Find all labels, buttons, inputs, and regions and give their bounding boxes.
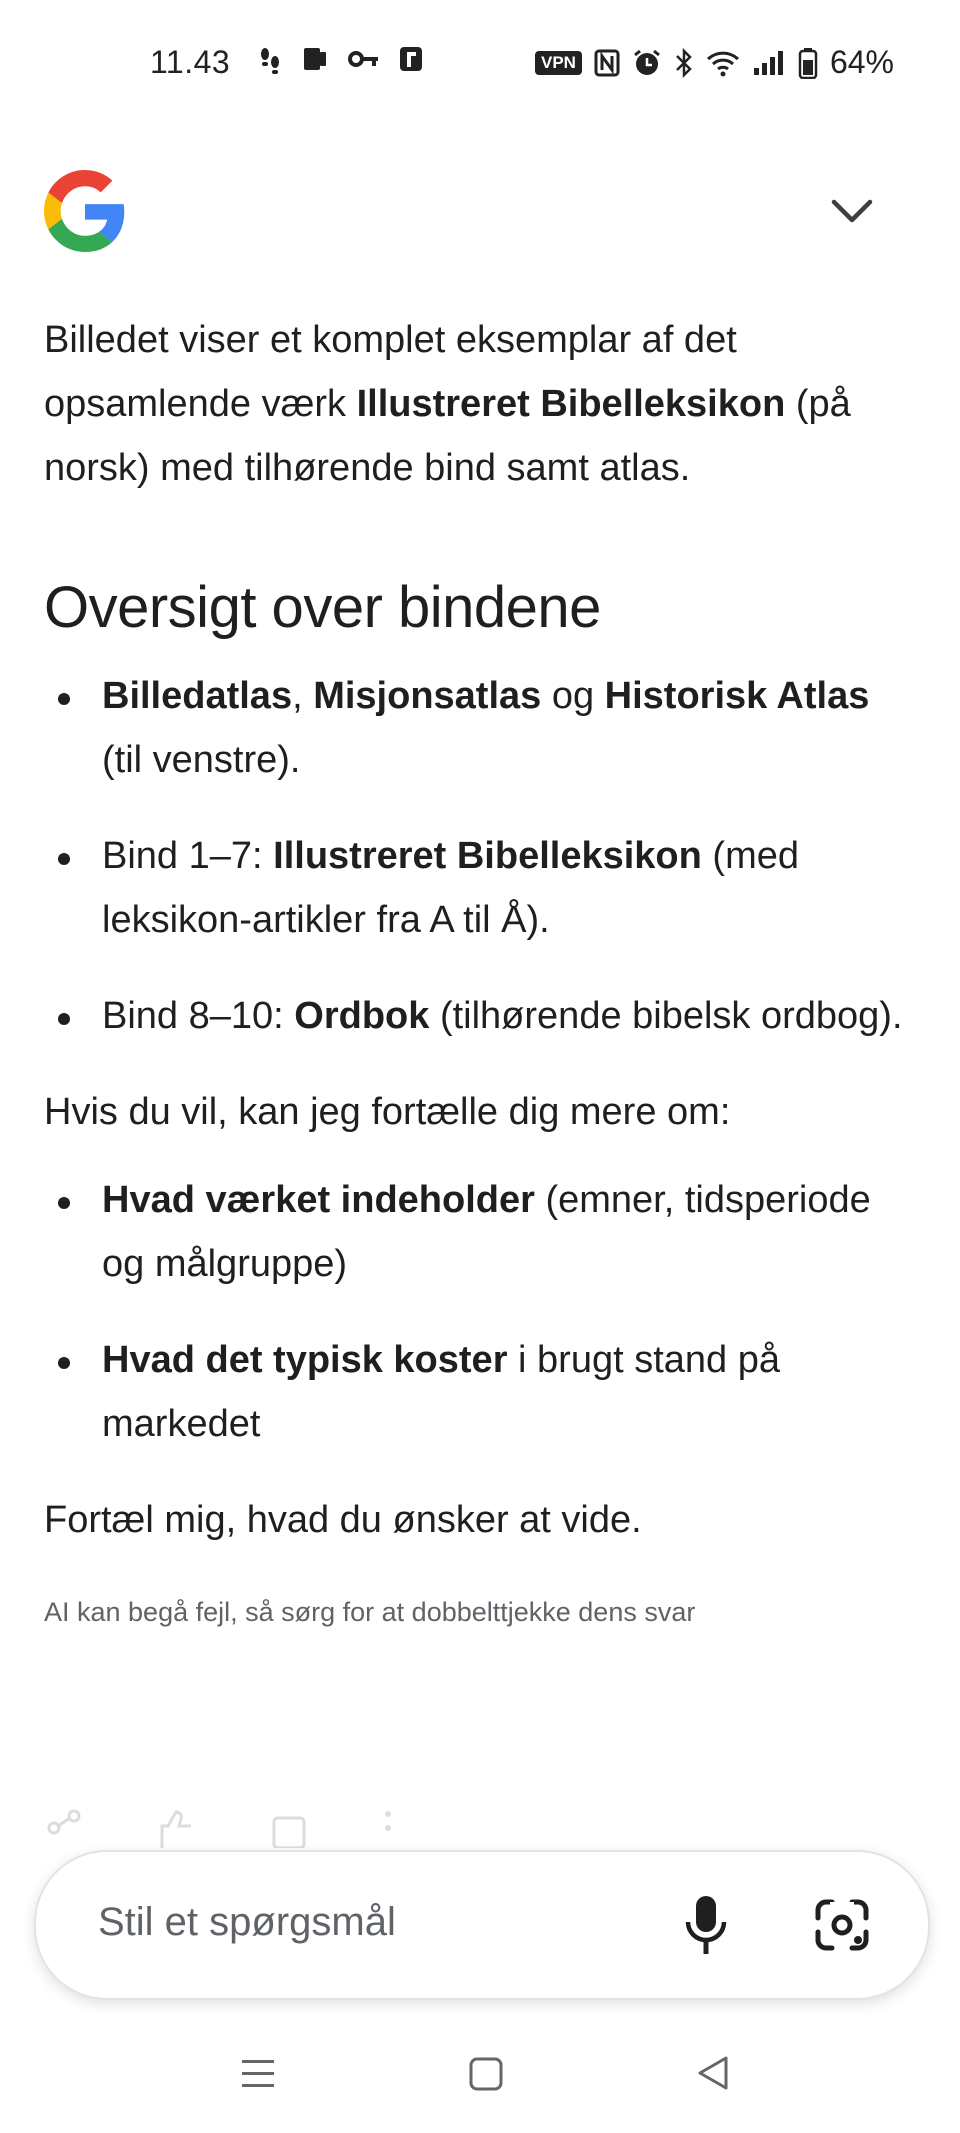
wifi-icon: [706, 49, 740, 77]
list-text: (tilhørende bibelsk ordbog).: [429, 995, 903, 1037]
menu-icon[interactable]: [240, 2057, 276, 2096]
atlas-name: Billedatlas: [102, 675, 293, 717]
offer-list: [44, 1168, 904, 1456]
status-notification-icons: [258, 44, 424, 74]
atlas-name: Historisk Atlas: [604, 675, 870, 717]
battery-icon: [798, 47, 818, 79]
ask-bar[interactable]: [34, 1850, 930, 2000]
volume-name: Illustreret Bibelleksikon: [273, 835, 702, 877]
alarm-icon: [632, 48, 662, 78]
app-f-icon: [398, 45, 424, 73]
more-vert-icon[interactable]: [382, 1808, 394, 1853]
list-text: (til venstre).: [102, 739, 301, 781]
google-lens-icon[interactable]: [812, 1896, 872, 1954]
volume-list: [44, 664, 904, 1048]
home-icon[interactable]: [469, 2057, 503, 2096]
offer-bold: Hvad værket indeholder: [102, 1179, 535, 1221]
bluetooth-icon: [674, 48, 694, 78]
list-text: (med leksikon-artikler fra A til Å).: [102, 835, 799, 941]
status-time: 11.43: [150, 44, 231, 80]
atlas-name: Misjonsatlas: [313, 675, 542, 717]
list-text: i brugt stand på markedet: [102, 1339, 780, 1445]
back-icon[interactable]: [696, 2055, 730, 2096]
list-text: Bind 1–7:: [102, 835, 274, 877]
list-item: [44, 984, 904, 1048]
vpn-badge: VPN: [535, 51, 582, 75]
answer-content: [44, 308, 904, 1632]
chevron-down-icon[interactable]: [826, 188, 878, 236]
list-item: [44, 824, 904, 952]
microphone-icon[interactable]: [684, 1894, 728, 1956]
section-title: Oversigt over bindene: [44, 575, 601, 640]
status-system-icons: [535, 44, 894, 81]
offer-paragraph: Hvis du vil, kan jeg fortælle dig mere om:: [44, 1091, 731, 1133]
intro-text-end: (på norsk) med tilhørende bind samt atlas.: [44, 383, 851, 489]
nfc-icon: [594, 49, 620, 77]
list-text: og: [541, 675, 605, 717]
list-text: ,: [292, 675, 314, 717]
key-icon: [348, 47, 380, 71]
battery-percent: 64%: [829, 44, 894, 80]
copy-icon[interactable]: [268, 1808, 312, 1853]
intro-bold-text: Illustreret Bibelleksikon: [356, 383, 786, 425]
intro-paragraph: [44, 308, 904, 500]
offer-bold: Hvad det typisk koster: [102, 1339, 508, 1381]
phone-device-icon: [300, 44, 330, 74]
list-item: [44, 1328, 904, 1456]
closing-paragraph: Fortæl mig, hvad du ønsker at vide.: [44, 1499, 642, 1541]
status-bar: [0, 0, 960, 130]
answer-actions: [44, 1808, 394, 1853]
volume-name: Ordbok: [294, 995, 430, 1037]
list-text: Bind 8–10:: [102, 995, 295, 1037]
steps-icon: [258, 44, 282, 74]
thumbs-up-icon[interactable]: [154, 1808, 198, 1853]
google-g-logo: [44, 170, 126, 252]
list-item: [44, 664, 904, 792]
answer-header: [0, 150, 960, 270]
list-text: (emner, tidsperiode og målgruppe): [102, 1179, 871, 1285]
system-nav-bar: [0, 2015, 960, 2133]
list-item: [44, 1168, 904, 1296]
ask-input[interactable]: Stil et spørgsmål: [98, 1900, 396, 1944]
share-icon[interactable]: [44, 1808, 84, 1853]
ai-disclaimer: AI kan begå fejl, så sørg for at dobbelttjekke dens svar: [44, 1597, 696, 1627]
signal-icon: [752, 50, 786, 76]
intro-text: Billedet viser et komplet eksemplar af det opsamlende værk: [44, 319, 737, 425]
